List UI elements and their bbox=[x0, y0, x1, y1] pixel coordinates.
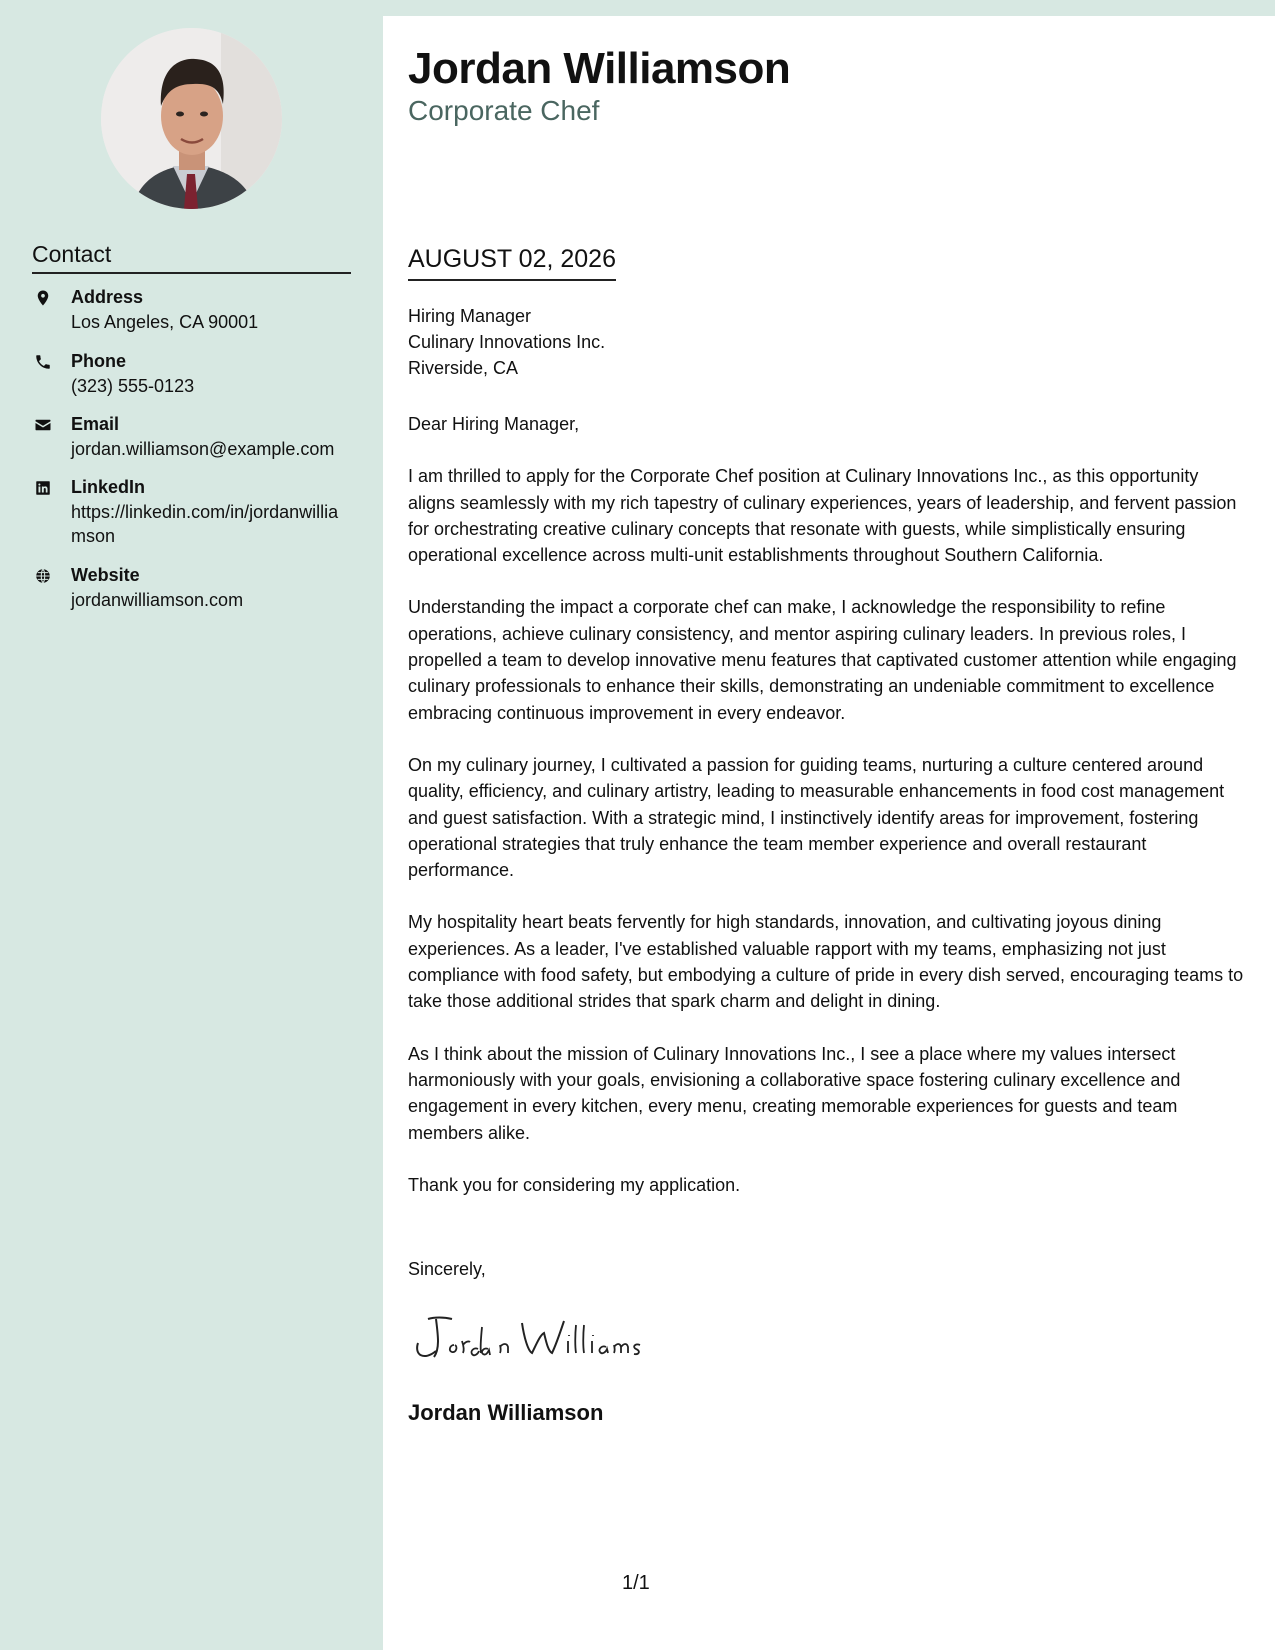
contact-heading: Contact bbox=[32, 240, 351, 274]
letter-paragraph: My hospitality heart beats fervently for high standards, innovation, and cultivating joyous dining experiences. As a leader, I've established valuable rapport with my teams, emphasizing not just compliance with food safety, but embodying a culture of pride in every dish served, encouraging teams to take those additional strides that spark charm and delight in dining. bbox=[408, 912, 1244, 1012]
avatar bbox=[101, 28, 282, 209]
salutation: Dear Hiring Manager, bbox=[408, 414, 580, 434]
applicant-name: Jordan Williamson bbox=[408, 44, 791, 93]
letter-paragraph: Thank you for considering my application. bbox=[408, 1174, 741, 1195]
globe-icon bbox=[32, 565, 54, 587]
job-title: Corporate Chef bbox=[408, 95, 600, 126]
website-value: jordanwilliamson.com bbox=[71, 590, 244, 610]
envelope-icon bbox=[32, 414, 54, 436]
phone-value: (323) 555-0123 bbox=[71, 376, 195, 396]
phone-icon bbox=[32, 351, 54, 373]
signature-drawing bbox=[406, 1305, 668, 1365]
letter-date: AUGUST 02, 2026 bbox=[408, 243, 616, 281]
signed-name: Jordan Williamson bbox=[408, 1400, 604, 1425]
sidebar bbox=[0, 0, 383, 1650]
letter-paragraph: Understanding the impact a corporate chef can make, I acknowledge the responsibility to refine operations, achieve culinary consistency, and mentor aspiring culinary leaders. In previous roles, I propelled a team to develop innovative menu features that captivated customer attention while engaging culinary professionals to enhance their skills, demonstrating an undeniable commitment to excellence embracing continuous improvement in every endeavor. bbox=[408, 597, 1237, 723]
recipient-line: Hiring Manager bbox=[408, 306, 532, 326]
closing: Sincerely, bbox=[408, 1259, 486, 1279]
phone-label: Phone bbox=[71, 351, 127, 371]
linkedin-value: https://linkedin.com/in/jordanwilliamson bbox=[71, 502, 339, 546]
linkedin-icon bbox=[32, 477, 54, 499]
letter-body bbox=[408, 411, 1250, 1224]
address-label: Address bbox=[71, 287, 144, 307]
profile-photo bbox=[101, 28, 282, 209]
recipient-line: Riverside, CA bbox=[408, 358, 519, 378]
letter-paragraph: On my culinary journey, I cultivated a passion for guiding teams, nurturing a culture centered around quality, efficiency, and culinary artistry, leading to measurable enhancements in food cost management and guest satisfaction. With a strategic mind, I instinctively identify areas for improvement, fostering operational strategies that truly enhance the team member experience and overall restaurant performance. bbox=[408, 754, 1225, 881]
email-value: jordan.williamson@example.com bbox=[71, 439, 335, 459]
recipient-block bbox=[408, 303, 605, 381]
recipient-line: Culinary Innovations Inc. bbox=[408, 332, 606, 352]
letter-paragraph: As I think about the mission of Culinary Innovations Inc., I see a place where my values intersect harmoniously with your goals, envisioning a collaborative space fostering culinary excellence and engagement in every kitchen, every menu, creating memorable experiences for guests and team members alike. bbox=[408, 1043, 1181, 1143]
address-value: Los Angeles, CA 90001 bbox=[71, 312, 259, 332]
page-number: 1/1 bbox=[622, 1572, 650, 1594]
letter-paragraph: I am thrilled to apply for the Corporate Chef position at Culinary Innovations Inc., as this opportunity aligns seamlessly with my rich tapestry of culinary experiences, years of leadership, and fervent passion for orchestrating creative culinary concepts that resonate with guests, while simplistically ensuring operational excellence across multi-unit establishments throughout Southern California. bbox=[408, 466, 1237, 566]
location-pin-icon bbox=[32, 287, 54, 309]
handwritten-signature bbox=[406, 1305, 668, 1365]
website-label: Website bbox=[71, 565, 140, 585]
top-accent-strip bbox=[383, 0, 1275, 16]
linkedin-label: LinkedIn bbox=[71, 477, 146, 497]
email-label: Email bbox=[71, 414, 120, 434]
